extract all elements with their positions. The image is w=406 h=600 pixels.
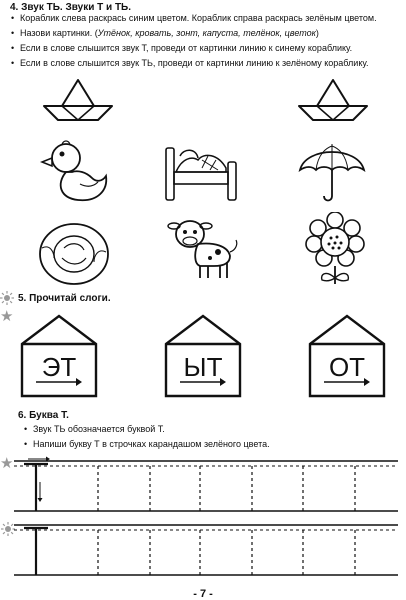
task6-bullet-1: • Звук ТЬ обозначается буквой Т. (33, 422, 165, 437)
umbrella-icon[interactable] (296, 140, 368, 206)
picture-list: Утёнок, кровать, зонт, капуста, телёнок, цветок (97, 28, 316, 38)
sun-icon (0, 291, 14, 305)
task4-bullet-1: • Кораблик слева раскрась синим цветом. Кораблик справа раскрась зелёным цветом. (20, 11, 377, 26)
cabbage-icon[interactable] (34, 218, 114, 288)
syllable-1: ЭТ (41, 352, 77, 382)
calf-icon[interactable] (164, 212, 242, 284)
task4-bullet-2 (20, 26, 319, 41)
task4-bullet-3: • Если в слове слышится звук Т, проведи от картинки линию к синему кораблику. (20, 41, 352, 56)
right-boat-icon[interactable] (297, 76, 369, 124)
syllable-2: ЫТ (183, 352, 223, 382)
task5-heading: 5. Прочитай слоги. (18, 293, 111, 304)
bed-icon[interactable] (162, 138, 242, 206)
page-number: - 7 - (193, 588, 213, 600)
task6-heading: 6. Буква Т. (18, 410, 69, 421)
task6-bullet-2: • Напиши букву Т в строчках карандашом зелёного цвета. (33, 437, 270, 452)
writing-practice-area[interactable] (0, 452, 406, 582)
picture-list-close: ) (315, 28, 319, 38)
syllable-3: ОТ (328, 352, 366, 382)
star-icon-2: ★ (0, 455, 14, 472)
left-boat-icon[interactable] (42, 76, 114, 124)
task4-bullet-4: • Если в слове слышится звук ТЬ, проведи от картинки линию к зелёному кораблику. (20, 56, 368, 71)
star-icon: ★ (0, 308, 14, 325)
task4-bullet-2-text: Назови картинки. ( (20, 28, 98, 38)
duckling-icon[interactable] (38, 136, 114, 206)
task4-heading: 4. Звук ТЬ. Звуки Т и ТЬ. (10, 2, 132, 13)
flower-icon[interactable] (300, 212, 370, 286)
